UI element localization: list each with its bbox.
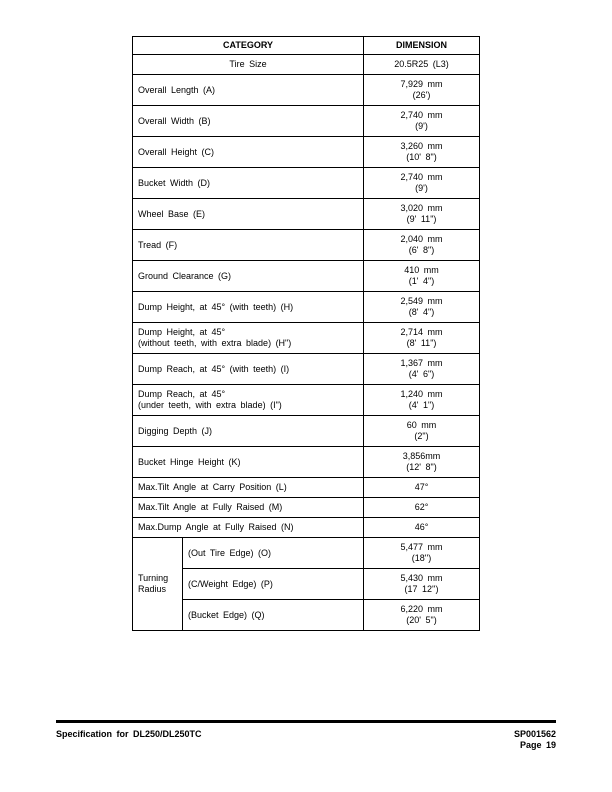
- row-label: Tread (F): [133, 230, 364, 261]
- row-label: Digging Depth (J): [133, 416, 364, 447]
- turning-sub-label: (Out Tire Edge) (O): [183, 538, 364, 569]
- table-row: [133, 569, 480, 600]
- row-dimension: [364, 538, 480, 569]
- page-number: Page 19: [519, 740, 556, 750]
- angle-label: Max.Tilt Angle at Fully Raised (M): [133, 498, 364, 518]
- row-dimension: [364, 600, 480, 631]
- table-row: [133, 199, 480, 230]
- row-label: Bucket Width (D): [133, 168, 364, 199]
- angle-value: 46°: [364, 518, 480, 538]
- tire-size-row: [133, 55, 480, 75]
- angle-value: 47°: [364, 478, 480, 498]
- table-row: [133, 416, 480, 447]
- turning-radius-label: [133, 538, 183, 631]
- turning-label-line-1: Turning: [138, 573, 169, 583]
- metric-value: 5,430 mm: [400, 573, 443, 583]
- row-dimension: [364, 354, 480, 385]
- imperial-value: (20' 5"): [406, 615, 437, 625]
- footer-divider: [56, 720, 556, 723]
- table-header-row: [133, 37, 480, 55]
- metric-value: 3,260 mm: [400, 141, 443, 151]
- row-label: Bucket Hinge Height (K): [133, 447, 364, 478]
- specification-table: [132, 36, 480, 631]
- imperial-value: (18''): [411, 553, 432, 563]
- row-label: Dump Reach, at 45° (with teeth) (I): [133, 354, 364, 385]
- row-dimension: [364, 569, 480, 600]
- imperial-value: (1' 4"): [408, 276, 435, 286]
- document-number: SP001562: [513, 729, 556, 739]
- turning-sub-label: (C/Weight Edge) (P): [183, 569, 364, 600]
- row-dimension: [364, 416, 480, 447]
- row-dimension: [364, 261, 480, 292]
- table-row: [133, 385, 480, 416]
- row-dimension: [364, 230, 480, 261]
- table-row: [133, 137, 480, 168]
- row-dimension: [364, 323, 480, 354]
- metric-value: 2,040 mm: [400, 234, 443, 244]
- table-row: [133, 498, 480, 518]
- tire-size-label: Tire Size: [133, 55, 364, 75]
- table-row: [133, 447, 480, 478]
- metric-value: 1,367 mm: [400, 358, 443, 368]
- metric-value: 7,929 mm: [400, 79, 443, 89]
- row-label-line-2: (without teeth, with extra blade) (H"): [138, 338, 292, 348]
- imperial-value: (8' 4"): [408, 307, 435, 317]
- row-label-line-1: Dump Height, at 45°: [138, 327, 226, 337]
- imperial-value: (10' 8"): [406, 152, 437, 162]
- turning-sub-label: (Bucket Edge) (Q): [183, 600, 364, 631]
- row-dimension: [364, 137, 480, 168]
- row-dimension: [364, 168, 480, 199]
- metric-value: 410 mm: [404, 265, 439, 275]
- imperial-value: (6' 8"): [408, 245, 435, 255]
- imperial-value: (9'): [415, 121, 428, 131]
- metric-value: 2,549 mm: [400, 296, 443, 306]
- category-header: CATEGORY: [133, 37, 364, 55]
- row-dimension: [364, 292, 480, 323]
- table-row: [133, 230, 480, 261]
- angle-value: 62°: [364, 498, 480, 518]
- row-dimension: [364, 106, 480, 137]
- row-dimension: [364, 75, 480, 106]
- metric-value: 2,714 mm: [400, 327, 443, 337]
- metric-value: 6,220 mm: [400, 604, 443, 614]
- imperial-value: (9'): [415, 183, 428, 193]
- metric-value: 5,477 mm: [400, 542, 443, 552]
- imperial-value: (2"): [414, 431, 429, 441]
- table-row: [133, 354, 480, 385]
- metric-value: 1,240 mm: [400, 389, 443, 399]
- row-label: Overall Height (C): [133, 137, 364, 168]
- imperial-value: (12' 8"): [406, 462, 437, 472]
- table-row: [133, 75, 480, 106]
- imperial-value: (26'): [412, 90, 431, 100]
- footer-page-info: [514, 729, 556, 751]
- angle-label: Max.Tilt Angle at Carry Position (L): [133, 478, 364, 498]
- imperial-value: (4' 6"): [408, 369, 435, 379]
- table-row: [133, 478, 480, 498]
- turning-label-line-2: Radius: [138, 584, 167, 594]
- row-label: Overall Width (B): [133, 106, 364, 137]
- table-row: [133, 323, 480, 354]
- angle-label: Max.Dump Angle at Fully Raised (N): [133, 518, 364, 538]
- metric-value: 2,740 mm: [400, 110, 443, 120]
- row-label: [133, 323, 364, 354]
- metric-value: 3,020 mm: [400, 203, 443, 213]
- row-label-line-2: (under teeth, with extra blade) (I"): [138, 400, 282, 410]
- row-label: Overall Length (A): [133, 75, 364, 106]
- imperial-value: (9' 11"): [406, 214, 437, 224]
- table-row: [133, 292, 480, 323]
- row-label: Wheel Base (E): [133, 199, 364, 230]
- row-label: Ground Clearance (G): [133, 261, 364, 292]
- footer-title: Specification for DL250/DL250TC: [56, 729, 202, 739]
- table-row: [133, 106, 480, 137]
- table-row: [133, 261, 480, 292]
- imperial-value: (8' 11"): [406, 338, 437, 348]
- table-row: [133, 518, 480, 538]
- metric-value: 2,740 mm: [400, 172, 443, 182]
- imperial-value: (4' 1"): [408, 400, 435, 410]
- tire-size-value: 20.5R25 (L3): [364, 55, 480, 75]
- table-row: [133, 538, 480, 569]
- row-dimension: [364, 199, 480, 230]
- imperial-value: (17 12''): [404, 584, 439, 594]
- row-dimension: [364, 447, 480, 478]
- metric-value: 60 mm: [406, 420, 437, 430]
- row-label: Dump Height, at 45° (with teeth) (H): [133, 292, 364, 323]
- row-label: [133, 385, 364, 416]
- dimension-header: DIMENSION: [364, 37, 480, 55]
- table-row: [133, 600, 480, 631]
- table-row: [133, 168, 480, 199]
- metric-value: 3,856mm: [402, 451, 441, 461]
- row-dimension: [364, 385, 480, 416]
- row-label-line-1: Dump Reach, at 45°: [138, 389, 226, 399]
